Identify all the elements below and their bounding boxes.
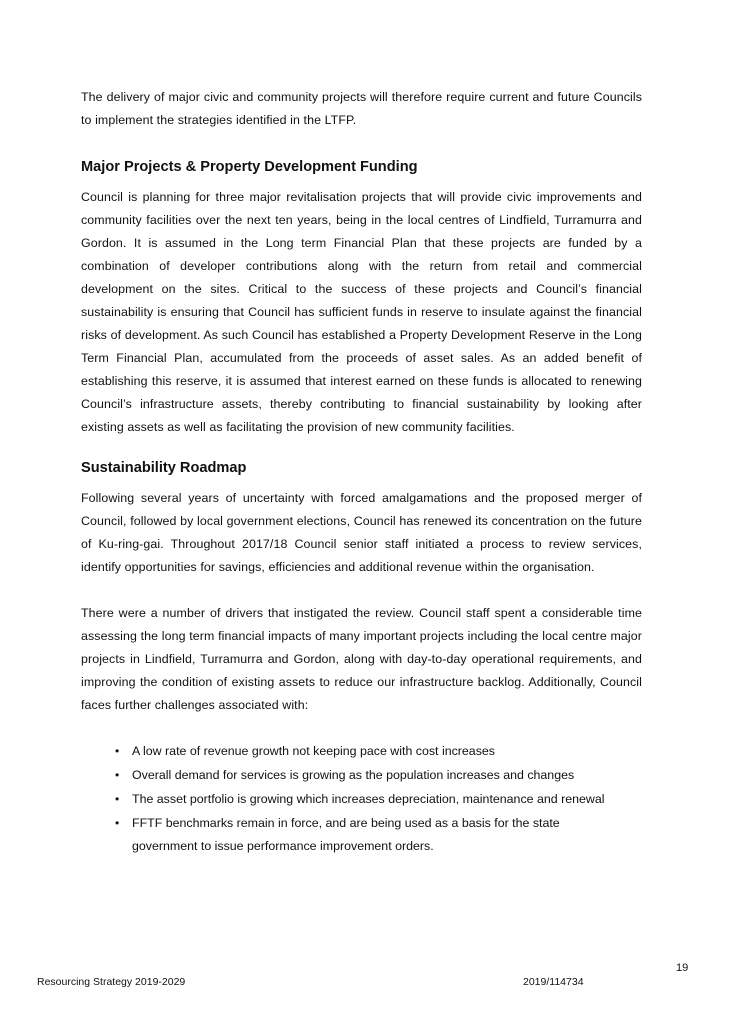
roadmap-paragraph-2: There were a number of drivers that instigated the review. Council staff spent a considerable time assessing the long term financial impacts of many important projects including the local centre major projects in Lindfield, Turramurra and Gordon, along with day-to-day operational requirements, and improving the condition of existing assets to reduce our infrastructure backlog. Additionally, Council faces further challenges associated with: [81, 606, 642, 712]
list-item-text: Overall demand for services is growing as the population increases and changes [132, 768, 575, 782]
footer-document-title: Resourcing Strategy 2019-2029 [37, 976, 186, 988]
list-item-text: A low rate of revenue growth not keeping pace with cost increases [132, 744, 495, 758]
bullet-icon: • [115, 744, 120, 758]
bullet-icon: • [115, 768, 120, 782]
list-item [81, 764, 612, 787]
list-item [81, 788, 612, 811]
page-number: 19 [676, 962, 689, 974]
footer-reference-number: 2019/114734 [523, 976, 584, 988]
list-item [81, 740, 612, 763]
list-item-text: The asset portfolio is growing which increases depreciation, maintenance and renewal [132, 792, 605, 806]
list-item [81, 812, 612, 858]
major-projects-paragraph: Council is planning for three major revitalisation projects that will provide civic improvements and community facilities over the next ten years, being in the local centres of Lindfield, Turramurra and Gordon. It is assumed in the Long term Financial Plan that these projects are funded by a combination of developer contributions along with the return from retail and commercial development on the sites. Critical to the success of these projects and Council’s financial sustainability is ensuring that Council has sufficient funds in reserve to insulate against the financial risks of development. As such Council has established a Property Development Reserve in the Long Term Financial Plan, accumulated from the proceeds of asset sales. As an added benefit of establishing this reserve, it is assumed that interest earned on these funds is allocated to renewing Council’s infrastructure assets, thereby contributing to financial sustainability by looking after existing assets as well as facilitating the provision of new community facilities. [81, 190, 642, 434]
section-heading-major-projects: Major Projects & Property Development Funding [81, 159, 418, 175]
roadmap-paragraph-1: Following several years of uncertainty with forced amalgamations and the proposed merger of Council, followed by local government elections, Council has renewed its concentration on the future of Ku-ring-gai. Throughout 2017/18 Council senior staff initiated a process to review services, identify opportunities for savings, efficiencies and additional revenue within the organisation. [81, 491, 642, 574]
page-content [81, 86, 642, 859]
bullet-icon: • [115, 792, 120, 806]
list-item-text: FFTF benchmarks remain in force, and are being used as a basis for the state government to issue performance improvement orders. [132, 816, 560, 853]
section-heading-sustainability-roadmap: Sustainability Roadmap [81, 460, 247, 476]
bullet-icon: • [115, 816, 120, 830]
challenges-list [81, 740, 642, 858]
intro-paragraph: The delivery of major civic and community projects will therefore require current and future Councils to implement the strategies identified in the LTFP. [81, 90, 642, 127]
